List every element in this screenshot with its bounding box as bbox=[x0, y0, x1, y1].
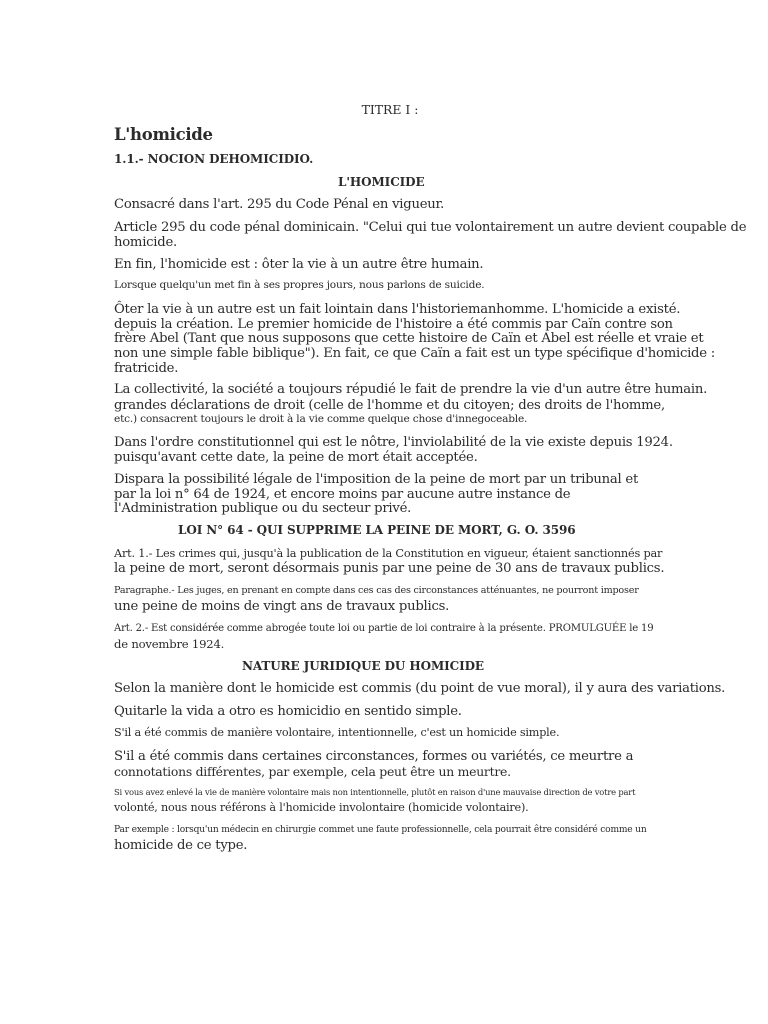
text-line: Article 295 du code pénal dominicain. "Celui qui tue volontairement un autre devient coupable de bbox=[114, 220, 747, 235]
text-line: Par exemple : lorsqu'un médecin en chirurgie commet une faute professionnelle, cela pourrait être considéré comme un bbox=[114, 825, 647, 835]
text-line: la peine de mort, seront désormais punis par une peine de 30 ans de travaux publics. bbox=[114, 561, 665, 576]
text-line: Art. 1.- Les crimes qui, jusqu'à la publication de la Constitution en vigueur, étaient sanctionnés par bbox=[114, 547, 663, 560]
text-line: depuis la création. Le premier homicide de l'histoire a été commis par Caïn contre son bbox=[114, 317, 673, 332]
subheading-homicide: L'HOMICIDE bbox=[338, 175, 425, 189]
page-title: L'homicide bbox=[114, 125, 213, 144]
paragraph-definition: En fin, l'homicide est : ôter la vie à un autre être humain. bbox=[114, 257, 484, 272]
text-line: volonté, nous nous référons à l'homicide involontaire (homicide volontaire). bbox=[114, 801, 529, 814]
text-line: Ôter la vie à un autre est un fait lointain dans l'historiemanhomme. L'homicide a existé. bbox=[114, 302, 681, 317]
text-line: Si vous avez enlevé la vie de manière volontaire mais non intentionnelle, plutôt en raison d'une mauvaise direction de votre part bbox=[114, 787, 636, 797]
text-line: Dispara la possibilité légale de l'imposition de la peine de mort par un tribunal et bbox=[114, 472, 639, 487]
paragraph-homicidio-simple: Quitarle la vida a otro es homicidio en sentido simple. bbox=[114, 704, 462, 719]
loi-heading: LOI N° 64 - QUI SUPPRIME LA PEINE DE MORT, G. O. 3596 bbox=[178, 523, 576, 537]
text-line: homicide. bbox=[114, 235, 177, 250]
paragraph-suicide: Lorsque quelqu'un met fin à ses propres jours, nous parlons de suicide. bbox=[114, 279, 485, 291]
text-line: puisqu'avant cette date, la peine de mort était acceptée. bbox=[114, 450, 478, 465]
text-line: homicide de ce type. bbox=[114, 838, 248, 853]
section-number: 1.1.- NOCION DEHOMICIDIO. bbox=[114, 152, 314, 166]
text-line: S'il a été commis dans certaines circonstances, formes ou variétés, ce meurtre a bbox=[114, 749, 634, 764]
text-line: une peine de moins de vingt ans de travaux publics. bbox=[114, 599, 450, 614]
text-line: l'Administration publique ou du secteur privé. bbox=[114, 501, 412, 516]
nature-heading: NATURE JURIDIQUE DU HOMICIDE bbox=[242, 659, 484, 673]
text-line: Dans l'ordre constitutionnel qui est le nôtre, l'inviolabilité de la vie existe depuis 1924. bbox=[114, 435, 673, 450]
paragraph-code-penal: Consacré dans l'art. 295 du Code Pénal en vigueur. bbox=[114, 197, 445, 212]
paragraph-variations: Selon la manière dont le homicide est commis (du point de vue moral), il y aura des variations. bbox=[114, 681, 726, 696]
title-titre: TITRE I : bbox=[361, 102, 419, 117]
text-line: etc.) consacrent toujours le droit à la vie comme quelque chose d'innegoceable. bbox=[114, 413, 528, 425]
text-line: fratricide. bbox=[114, 361, 179, 376]
text-line: La collectivité, la société a toujours répudié le fait de prendre la vie d'un autre être humain. bbox=[114, 382, 708, 397]
text-line: frère Abel (Tant que nous supposons que cette histoire de Caïn et Abel est réelle et vraie et bbox=[114, 331, 704, 346]
text-line: de novembre 1924. bbox=[114, 637, 225, 651]
text-line: non une simple fable biblique"). En fait, ce que Caïn a fait est un type spécifique d'homicide : bbox=[114, 346, 715, 361]
text-line: par la loi n° 64 de 1924, et encore moins par aucune autre instance de bbox=[114, 487, 571, 502]
text-line: connotations différentes, par exemple, cela peut être un meurtre. bbox=[114, 764, 511, 779]
text-line: Art. 2.- Est considérée comme abrogée toute loi ou partie de loi contraire à la présente. PROMULGUÉE le 19 bbox=[114, 623, 654, 634]
text-line: Paragraphe.- Les juges, en prenant en compte dans ces cas des circonstances atténuantes, ne pourront imposer bbox=[114, 585, 639, 596]
paragraph-homicide-simple: S'il a été commis de manière volontaire, intentionnelle, c'est un homicide simple. bbox=[114, 726, 560, 739]
text-line: grandes déclarations de droit (celle de l'homme et du citoyen; des droits de l'homme, bbox=[114, 398, 665, 413]
